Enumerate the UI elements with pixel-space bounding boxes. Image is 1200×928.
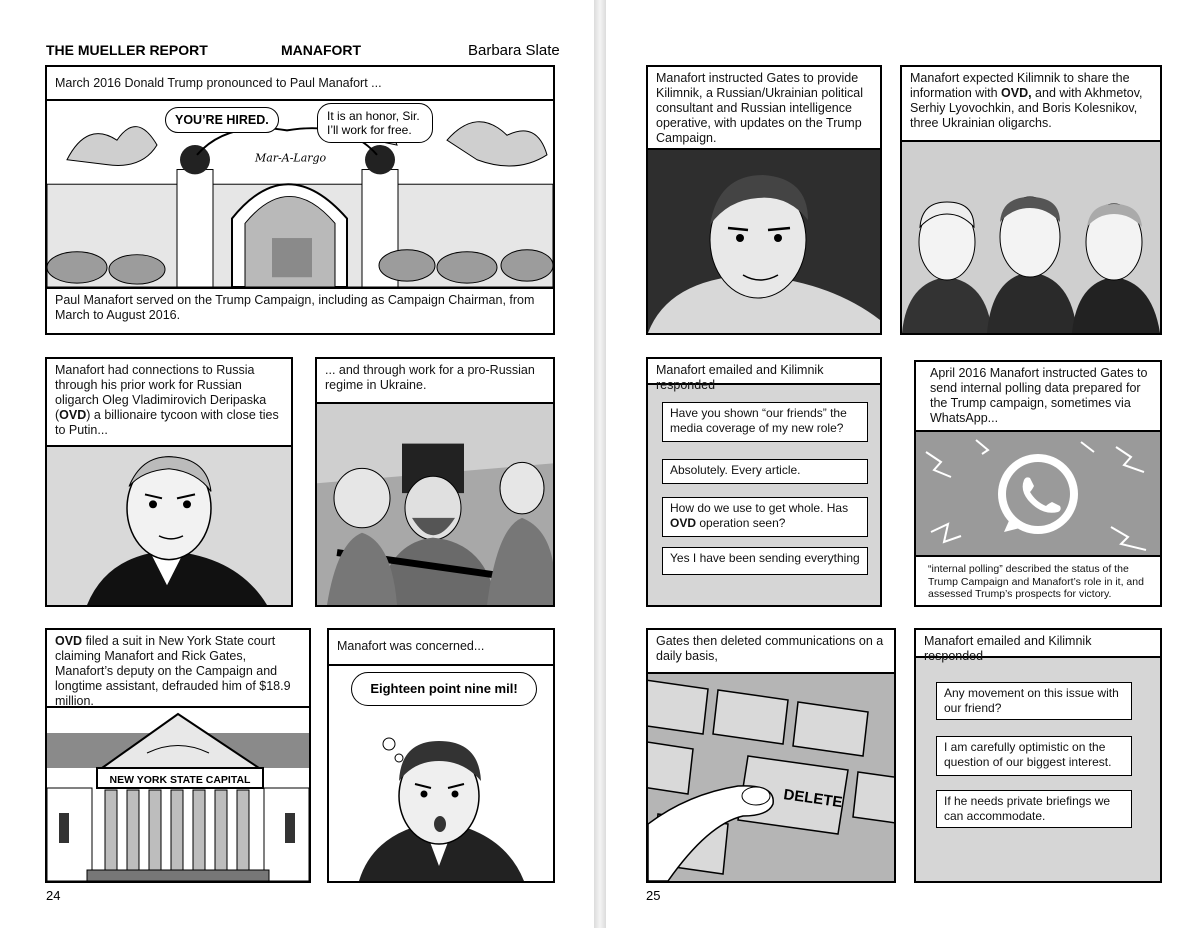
email-message: Absolutely. Every article.: [662, 459, 868, 484]
page-number-right: 25: [646, 888, 661, 903]
email-message: I am carefully optimistic on the question of our biggest interest.: [936, 736, 1132, 776]
header-book-title: THE MUELLER REPORT: [46, 42, 208, 58]
email-message: How do we use to get whole. Has OVD operation seen?: [662, 497, 868, 537]
panel-caption: Manafort emailed and Kilimnik responded: [648, 359, 880, 385]
panel-caption: Manafort was concerned...: [329, 630, 553, 666]
panel-caption: OVD filed a suit in New York State court claiming Manafort and Rick Gates, Manafort’s deputy on the Campaign and longtime assistant, defrauded him of $18.9 million.: [47, 630, 309, 708]
gate-sign: Mar-A-Largo: [255, 151, 327, 165]
page-number-left: 24: [46, 888, 61, 903]
email-thread: [916, 658, 1160, 881]
delete-key-label: DELETE: [782, 786, 844, 812]
mar-a-lago-illustration: [47, 101, 553, 287]
ukraine-soldiers-illustration: [317, 404, 553, 605]
panel-caption: March 2016 Donald Trump pronounced to Paul Manafort ...: [47, 67, 553, 101]
panel-whatsapp-polling: [914, 360, 1162, 607]
header-author: Barbara Slate: [468, 42, 560, 59]
email-message: Yes I have been sending everything: [662, 547, 868, 575]
header-chapter-title: MANAFORT: [281, 42, 362, 58]
right-page: [606, 0, 1200, 928]
panel-email-exchange-1: [646, 357, 882, 607]
email-message: Any movement on this issue with our friend?: [936, 682, 1132, 720]
panel-kilimnik: [646, 65, 882, 335]
panel-caption-bottom: Paul Manafort served on the Trump Campaign, including as Campaign Chairman, from March to August 2016.: [47, 287, 553, 333]
speech-bubble-manafort: It is an honor, Sir. I’ll work for free.: [317, 103, 433, 143]
panel-caption: Manafort had connections to Russia through his prior work for Russian oligarch Oleg Vladimirovich Deripaska (OVD) a billionaire tycoon with close ties to Putin...: [47, 359, 291, 447]
book-gutter: [594, 0, 606, 928]
panel-deleted-communications: [646, 628, 896, 883]
panel-caption: ... and through work for a pro-Russian regime in Ukraine.: [317, 359, 553, 404]
email-message: Have you shown “our friends” the media coverage of my new role?: [662, 402, 868, 442]
panel-caption-bottom: “internal polling” described the status of the Trump Campaign and Manafort’s role in it, and assessed Trump’s prospects for victory.: [916, 555, 1160, 605]
email-message: If he needs private briefings we can accommodate.: [936, 790, 1132, 828]
panel-mar-a-lago: [45, 65, 555, 335]
speech-bubble-trump: YOU’RE HIRED.: [165, 107, 279, 133]
panel-ukraine: [315, 357, 555, 607]
building-sign: NEW YORK STATE CAPITAL: [109, 774, 251, 786]
keyboard-delete-illustration: [648, 674, 894, 881]
deripaska-portrait: [47, 447, 291, 605]
panel-caption: Gates then deleted communications on a daily basis,: [648, 630, 894, 674]
panel-ovd-lawsuit: [45, 628, 311, 883]
thought-bubble: Eighteen point nine mil!: [351, 672, 537, 706]
panel-email-exchange-2: [914, 628, 1162, 883]
panel-oligarchs: [900, 65, 1162, 335]
ny-state-capital-illustration: [47, 708, 309, 881]
panel-caption: Manafort emailed and Kilimnik responded: [916, 630, 1160, 658]
whatsapp-illustration: [916, 432, 1160, 555]
panel-manafort-concerned: [327, 628, 555, 883]
email-thread: [648, 385, 880, 605]
left-page: [0, 0, 594, 928]
three-oligarchs-illustration: [902, 142, 1160, 333]
panel-caption: Manafort expected Kilimnik to share the information with OVD, and with Akhmetov, Serhiy Lyovochkin, and Boris Kolesnikov, three Ukrainian oligarchs.: [902, 67, 1160, 142]
panel-caption: Manafort instructed Gates to provide Kilimnik, a Russian/Ukrainian political consultant and Russian intelligence operative, with updates on the Trump Campaign.: [648, 67, 880, 150]
panel-caption: April 2016 Manafort instructed Gates to send internal polling data prepared for the Trump campaign, sometimes via WhatsApp...: [916, 362, 1160, 432]
panel-deripaska: [45, 357, 293, 607]
kilimnik-portrait: [648, 150, 880, 333]
